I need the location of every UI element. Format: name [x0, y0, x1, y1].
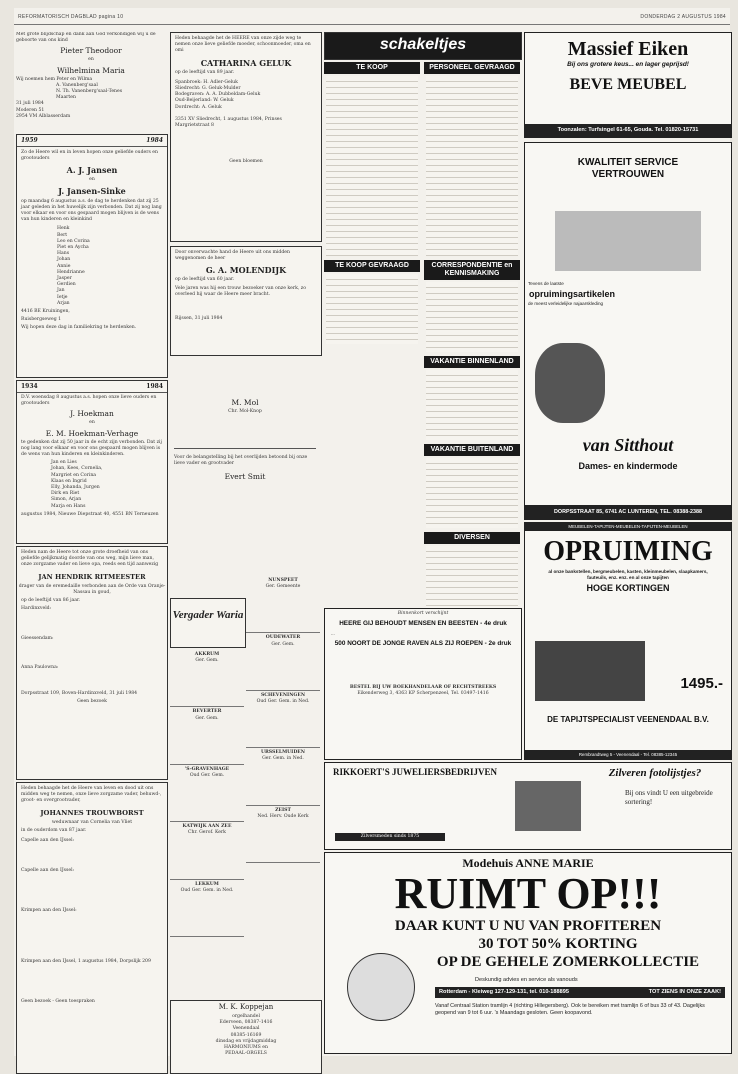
geluk-line: Oud-Beijerland: W. Geluk — [175, 98, 234, 104]
church-service — [246, 633, 320, 690]
birth-line: Moderen 51 — [16, 107, 45, 113]
rikkoert-ad — [324, 762, 732, 850]
anniv-family-list — [17, 226, 167, 307]
family-member: Bert — [57, 232, 68, 238]
geluk-name: CATHARINA GELUK — [200, 57, 292, 68]
boek-top: Binnenkort verschijnt — [397, 611, 449, 616]
header-left: REFORMATORISCH DAGBLAD pagina 10 — [18, 14, 124, 20]
classified-section-header: CORRESPONDENTIE en KENNISMAKING — [424, 260, 520, 280]
family-member: Piet en Aycha — [57, 245, 89, 251]
boek-shop: BESTEL BIJ UW BOEKHANDELAAR OF RECHTSTREEKS — [349, 685, 497, 691]
church-title: ZEIST — [275, 807, 291, 813]
death2-name: JOHANNES TROUWBORST — [40, 808, 144, 817]
rikkoert-since: Zilversmeden sinds 1875 — [335, 833, 445, 841]
anniv-year-right: 1984 — [146, 137, 163, 144]
anne-open: TOT ZIENS IN ONZE ZAAK! — [648, 989, 721, 995]
classified-text-block — [426, 546, 518, 616]
classifieds-col-right — [424, 62, 520, 646]
geluk-line: Bodegraven: A. A. Dubbeldam-Geluk — [175, 92, 261, 98]
birth-line: A. Vanenberg'saal — [56, 82, 98, 88]
eiken-title: Massief Eiken — [567, 38, 689, 60]
birth-and: en — [88, 57, 94, 63]
church-title: BEVERTER — [192, 709, 222, 715]
death1-intro: Heden nam de Heere tot onze grote droefheid van ons geliefde gelijkmatig doorde van ons weg, mijn lieve man, onze zorgzame vader en lieve opa, reeds een tijd aanwezig — [21, 550, 159, 568]
koppejan-line: HARMONIUMS en — [224, 1045, 268, 1051]
family-member: Ietje — [57, 294, 68, 300]
death-notice-trouwborst — [16, 782, 168, 1074]
church-sub: Chr. Gerof. Kerk — [188, 830, 226, 836]
opr-sub2: HOGE KORTINGEN — [586, 583, 670, 593]
church-sub: Oud Ger. Gem. in Ned. — [180, 887, 234, 893]
anne-l3: OP DE GEHELE ZOMERKOLLECTIE — [436, 954, 700, 970]
anniv-body: op maandag 6 augustus a.s. de dag te herdenken dat zij 25 jaar geleden in het huwelijk zijn verbonden. Dat zij nog lang voor elkaar en voor ons gespaard mogen blijven is de wens van hun kinderen en kleinkind — [21, 198, 162, 223]
kwal-title: KWALITEIT SERVICE VERTROUWEN — [577, 157, 679, 180]
kwal-sub1: Tevens de laatste — [528, 281, 564, 286]
opr-sub: al onze bankstellen, bergmeubelen, kasten, kleinmeubelen, slaapkamers, fauteuils, enz. enz. en al onze tapijten — [548, 569, 708, 580]
anniv2-name1: J. Hoekman — [70, 409, 114, 419]
church-service — [246, 576, 320, 633]
classified-section-header: TE KOOP GEVRAAGD — [324, 260, 420, 272]
death-notice-molendijk — [170, 246, 322, 356]
frame-photo — [515, 781, 581, 831]
death2-line: Krimpen aan den IJssel: — [21, 908, 77, 914]
classified-text-block — [326, 274, 418, 344]
anne-address: Rotterdam - Kleiweg 127-129-131, tel. 010-188895 — [439, 989, 569, 995]
shop-photo — [555, 211, 701, 271]
geluk-line: Sliedrecht: G. Geluk-Mulder — [175, 86, 241, 92]
birth-line: Maarten — [56, 95, 76, 101]
death1-foot: Geen bezoek — [77, 699, 107, 705]
anne-tag: Deskundig advies en service als vanouds — [475, 977, 578, 983]
church-title: LEKKUM — [195, 881, 219, 887]
classified-section-header: PERSONEEL GEVRAAGD — [424, 62, 520, 74]
family-member: Jan — [57, 288, 65, 294]
page-header — [14, 10, 730, 25]
classified-text-block — [426, 282, 518, 352]
death2-intro: Heden behaagde het de Heere van leven en dood uit ons midden weg te nemen, onze lieve zorgzame vader, behuwd-, groot- en overgrootvader, — [21, 786, 162, 804]
birth-notice — [16, 32, 166, 130]
family-member: Leo en Corina — [57, 238, 90, 244]
thanks-foot: Evert Smit — [224, 471, 266, 481]
family-member: Henk — [57, 226, 70, 232]
death2-line: Capelle aan den IJssel: — [21, 868, 75, 874]
church-sub: Ger. Gemeente — [265, 584, 301, 590]
molendijk-body: Vele jaren was hij een trouw bezoeker van onze kerk, zo overleed hij waar de Heere meer bracht. — [175, 285, 306, 297]
koppejan-lines — [171, 1014, 321, 1057]
koppejan-line: Ederveen, 08387-1416 — [219, 1020, 273, 1026]
thanks-notice — [170, 358, 320, 592]
church-sub: Oud Ger. Gem. in Ned. — [256, 699, 310, 705]
kwal-brand: van Sitthout — [582, 435, 674, 455]
eiken-slogan: Bij ons grotere keus... en lager geprijsd! — [567, 61, 689, 68]
boek-head1: HEERE GIJ BEHOUDT MENSEN EN BEESTEN - 4e druk — [339, 620, 507, 628]
vergader-logo — [170, 598, 246, 648]
kwal-big: opruimingsartikelen — [529, 289, 616, 299]
church-service — [170, 880, 244, 937]
church-service — [246, 748, 320, 805]
birth-intro: Met grote blijdschap en dank aan God verkondigen wij u de geboorte van ons kind — [16, 32, 156, 44]
classifieds-title — [324, 32, 522, 60]
anniv2-year-left: 1934 — [21, 383, 38, 390]
opr-title: OPRUIMING — [543, 536, 713, 567]
geluk-body: 3351 XV Sliedrecht, 1 augustus 1984, Prinses Margrietstraat 8 — [175, 116, 282, 129]
molendijk-intro: Door onverwachte hand de Heere uit ons midden weggenomen de heer — [175, 250, 290, 262]
church-title: 'S-GRAVENHAGE — [184, 766, 230, 772]
anniv2-en: en — [89, 420, 95, 426]
boek-head2: 500 NOORT DE JONGE RAVEN ALS ZIJ ROEPEN - 2e druk — [334, 640, 512, 648]
church-sub: Ger. Gem. — [271, 641, 295, 647]
anniv-year-left: 1959 — [21, 137, 38, 144]
classified-text-block — [426, 370, 518, 440]
birth-name1: Pieter Theodoor — [60, 46, 122, 56]
family-member: Arjan — [57, 300, 70, 306]
anniv2-body: te gedenken dat zij 50 jaar in de echt zijn verbonden. Dat zij nog lang voor elkaar en voor ons gespaard mogen blijven is de wens van hun kinderen en kleinkinderen. — [21, 439, 162, 458]
family-member: Hendrianne — [57, 269, 85, 275]
death1-body: Dorpsstraat 109, Boven-Hardinxveld, 31 juli 1984 — [21, 690, 138, 696]
death1-age: op de leeftijd van 86 jaar. — [21, 598, 81, 604]
family-member: Dirk en Riet — [51, 491, 80, 497]
anne-l1: DAAR KUNT U NU VAN PROFITEREN — [394, 918, 662, 934]
church-sub: Ned. Herv. Oude Kerk — [257, 813, 309, 819]
family-member: Jasper — [57, 276, 72, 282]
church-title: NUNSPEET — [268, 578, 298, 583]
anniv2-year-right: 1984 — [146, 383, 163, 390]
birth-line: Wij noemen hem Peter en Wilma — [16, 76, 93, 82]
classifieds-title-text: schakeltjes — [379, 36, 467, 53]
geluk-line: Spanbroek: H. Adler-Geluk — [175, 79, 238, 85]
death1-name: JAN HENDRIK RITMEESTER — [38, 572, 146, 581]
eiken-brand: BEVE MEUBEL — [569, 76, 687, 93]
family-member: Elly, Johanda, Jurgen — [51, 485, 100, 491]
family-member: Johan, Kees, Cornelia, — [51, 466, 103, 472]
anniv-name1: A. J. Jansen — [66, 165, 118, 176]
death2-foot: Geen bezoek - Geen toespraken — [21, 998, 95, 1004]
koppejan-line: dinsdag en vrijdagmiddag — [215, 1038, 277, 1044]
church-title: URSSELMUIDEN — [260, 750, 305, 756]
anniv-foot: 4416 BE Kruiningen, — [21, 309, 70, 315]
classified-text-block — [326, 76, 418, 256]
opr-shop: DE TAPIJTSPECIALIST VEENENDAAL B.V. — [547, 715, 709, 724]
family-member: Simon, Arjan — [51, 497, 82, 503]
anniversary-notice-2 — [16, 380, 168, 544]
classified-section-header: VAKANTIE BINNENLAND — [424, 356, 520, 368]
eiken-address: Toonzalen: Turfsingel 61-65, Gouda. Tel. 01820-15731 — [525, 124, 731, 137]
family-member: Johan — [57, 257, 71, 263]
kwal-brand2: Dames- en kindermode — [578, 461, 678, 471]
church-sub: Ger. Gem. — [195, 658, 219, 664]
thanks-body: Voor de belangstelling bij het overlijden betoond bij onze lieve vader en grootvader — [174, 455, 308, 467]
geluk-intro: Heden behaagde het de HEERE van onze zijde weg te nemen onze lieve geliefde moeder, schoonmoeder, oma en omi — [175, 36, 311, 54]
classified-section-header: TE KOOP — [324, 62, 420, 74]
church-service — [170, 707, 244, 764]
classified-section-header: VAKANTIE BUITENLAND — [424, 444, 520, 456]
anniv-intro: Zo de Heere wil en in leven hopen onze geliefde ouders en grootouders — [21, 150, 158, 162]
anniv2-name2: E. M. Hoekman-Verhage — [45, 428, 139, 438]
anniv2-intro: D.V. woensdag 8 augustus a.s. hopen onze lieve ouders en grootouders — [21, 395, 157, 407]
family-member: Klaas en Ingrid — [51, 478, 87, 484]
opr-address: Rembrandtweg 5 - Veenendaal - Tel. 08385-12345 — [525, 750, 731, 759]
koppejan-line: orgelhandel — [232, 1014, 260, 1019]
molendijk-age: op de leeftijd van 60 jaar. — [175, 277, 235, 283]
boekhandel-ad: Binnenkort verschijnt HEERE GIJ BEHOUDT MENSEN EN BEESTEN - 4e druk ... 500 NOORT DE JONGE RAVEN ALS ZIJ ROEPEN - 2e druk BESTEL BIJ UW BOEKHANDELAAR OF RECHTSTREEKS Eikenderweg 3, 4363 KP Scherpenzeel, Tel. 03497-1416 — [324, 608, 522, 760]
flower-icon — [535, 343, 605, 423]
koppejan-ad — [170, 1000, 322, 1074]
church-title: AKKRUM — [194, 652, 220, 657]
church-services-right — [246, 576, 320, 996]
classified-text-block — [426, 76, 518, 256]
death2-line: Capelle aan den IJssel: — [21, 838, 75, 844]
birth-line: 2954 VM Alblasserdam — [16, 113, 71, 119]
church-title: OUDEWATER — [265, 635, 301, 641]
birth-line: N. Th. Vanenberg'saal-Tenes — [56, 89, 123, 95]
family-member: Annie — [57, 263, 71, 269]
newspaper-page — [14, 8, 730, 1056]
vergader-text: Vergader Waria — [172, 609, 244, 621]
anniv-foot: Wij hopen deze dag in familiekring te herdenken. — [21, 325, 137, 331]
anniv-foot: Ruisbergseweg 1 — [21, 317, 62, 323]
church-service — [170, 650, 244, 707]
rikkoert-title: RIKKOERT'S JUWELIERSBEDRIJVEN — [333, 767, 497, 777]
kwal-address: DORPSSTRAAT 85, 6741 AC LUNTEREN, TEL. 08388-2388 — [525, 505, 731, 519]
family-member: Hans — [57, 251, 70, 257]
thanks-name: M. Mol — [231, 398, 259, 407]
anne-marie-ad — [324, 852, 732, 1054]
church-sub: Ger. Gem. in Ned. — [262, 756, 304, 762]
birth-name2: Wilhelmina Maria — [57, 65, 125, 75]
anne-big: RUIMT OP!!! — [394, 869, 662, 918]
anniv-en: en — [89, 177, 95, 183]
molendijk-foot: Rijssen, 31 juli 1984 — [175, 316, 223, 322]
death1-sub: drager van de eremedaille verbonden aan de Orde van Oranje-Nassau in goud, — [18, 583, 166, 595]
church-title: KATWIJK AAN ZEE — [182, 824, 232, 830]
boek-addr: Eikenderweg 3, 4363 KP Scherpenzeel, Tel. 03497-1416 — [357, 691, 489, 697]
death2-age: in de ouderdom van 87 jaar. — [21, 827, 87, 833]
geluk-age: op de leeftijd van 89 jaar. — [175, 69, 235, 75]
anniversary-notice-1 — [16, 134, 168, 378]
family-member: Gerdien — [57, 282, 76, 288]
rikkoert-sub: Zilveren fotolijstjes? — [608, 767, 702, 779]
death-notice-ritmeester — [16, 546, 168, 780]
koppejan-line: 08385-16169 — [230, 1032, 262, 1038]
kwal-sub2: de meest verleidelijke najaarskleding — [528, 301, 604, 306]
death1-line: Hardinxveld: — [21, 606, 52, 612]
birth-line: 31 juli 1984 — [16, 101, 44, 107]
anne-title: Modehuis ANNE MARIE — [462, 856, 594, 870]
church-sub: Ger. Gem. — [195, 715, 219, 721]
anne-marie-logo — [347, 953, 415, 1021]
opr-band-top: MEUBELEN-TAPIJTEN-MEUBELEN-TAPIJTEN-MEUBELEN — [525, 523, 731, 531]
church-services-left — [170, 650, 244, 996]
family-member: Margriet en Corina — [51, 472, 97, 478]
classified-section-header: DIVERSEN — [424, 532, 520, 544]
death-notice-geluk — [170, 32, 322, 242]
koppejan-line: PEDAAL-ORGELS — [225, 1051, 267, 1057]
geluk-foot: Geen bloemen — [229, 159, 263, 165]
church-service — [170, 765, 244, 822]
church-service — [246, 691, 320, 748]
death2-body: Krimpen aan den IJssel, 1 augustus 1984, Dorpslijk 209 — [21, 958, 151, 964]
church-service — [170, 822, 244, 879]
sofa-photo — [535, 641, 645, 701]
header-right: DONDERDAG 2 AUGUSTUS 1984 — [640, 14, 726, 20]
koppejan-line: Veenendaal — [232, 1026, 260, 1032]
opruiming-ad — [524, 522, 732, 760]
koppejan-name: M. K. Koppejan — [218, 1003, 274, 1011]
classified-text-block — [426, 458, 518, 528]
anniv-name2: J. Jansen-Sinke — [58, 185, 126, 196]
family-member: Marja en Hans — [51, 503, 86, 509]
church-sub: Oud Ger. Gem. — [189, 773, 225, 779]
church-service — [246, 806, 320, 863]
death1-line: Anna Paulowna: — [21, 664, 59, 670]
rikkoert-tag: Bij ons vindt U een uitgebreide sortering! — [625, 789, 713, 806]
eiken-ad — [524, 32, 732, 138]
geluk-line: Dordrecht: A. Geluk — [175, 104, 222, 110]
death1-line: Gieessendam: — [21, 636, 54, 642]
family-member: Jan en Lies — [51, 460, 77, 466]
molendijk-name: G. A. MOLENDIJK — [205, 265, 287, 276]
church-title: SCHEVENINGEN — [260, 692, 306, 698]
anniv2-family-list — [17, 460, 167, 510]
thanks-sub: Chr. Mol-Knop — [228, 409, 262, 414]
death2-sub: weduwnaar van Cornelia van Vliet — [51, 819, 133, 825]
opr-price: 1495.- — [680, 675, 723, 692]
anne-foot: Vanaf Centraal Station tramlijn 4 (richting Hillegersberg). Ook te bereiken met tramlijn 6 of bus 33 of 43. Dagelijks geopend van 9 tot 6 uur. 's Maandags gesloten. Geen koopavond. — [435, 1003, 705, 1016]
anne-l2: 30 TOT 50% KORTING — [478, 936, 638, 952]
anniv2-foot: augustus 1984, Nieuwe Diepstraat 40, 4551 BN Terneuzen — [21, 511, 159, 517]
vansitthout-ad — [524, 142, 732, 520]
